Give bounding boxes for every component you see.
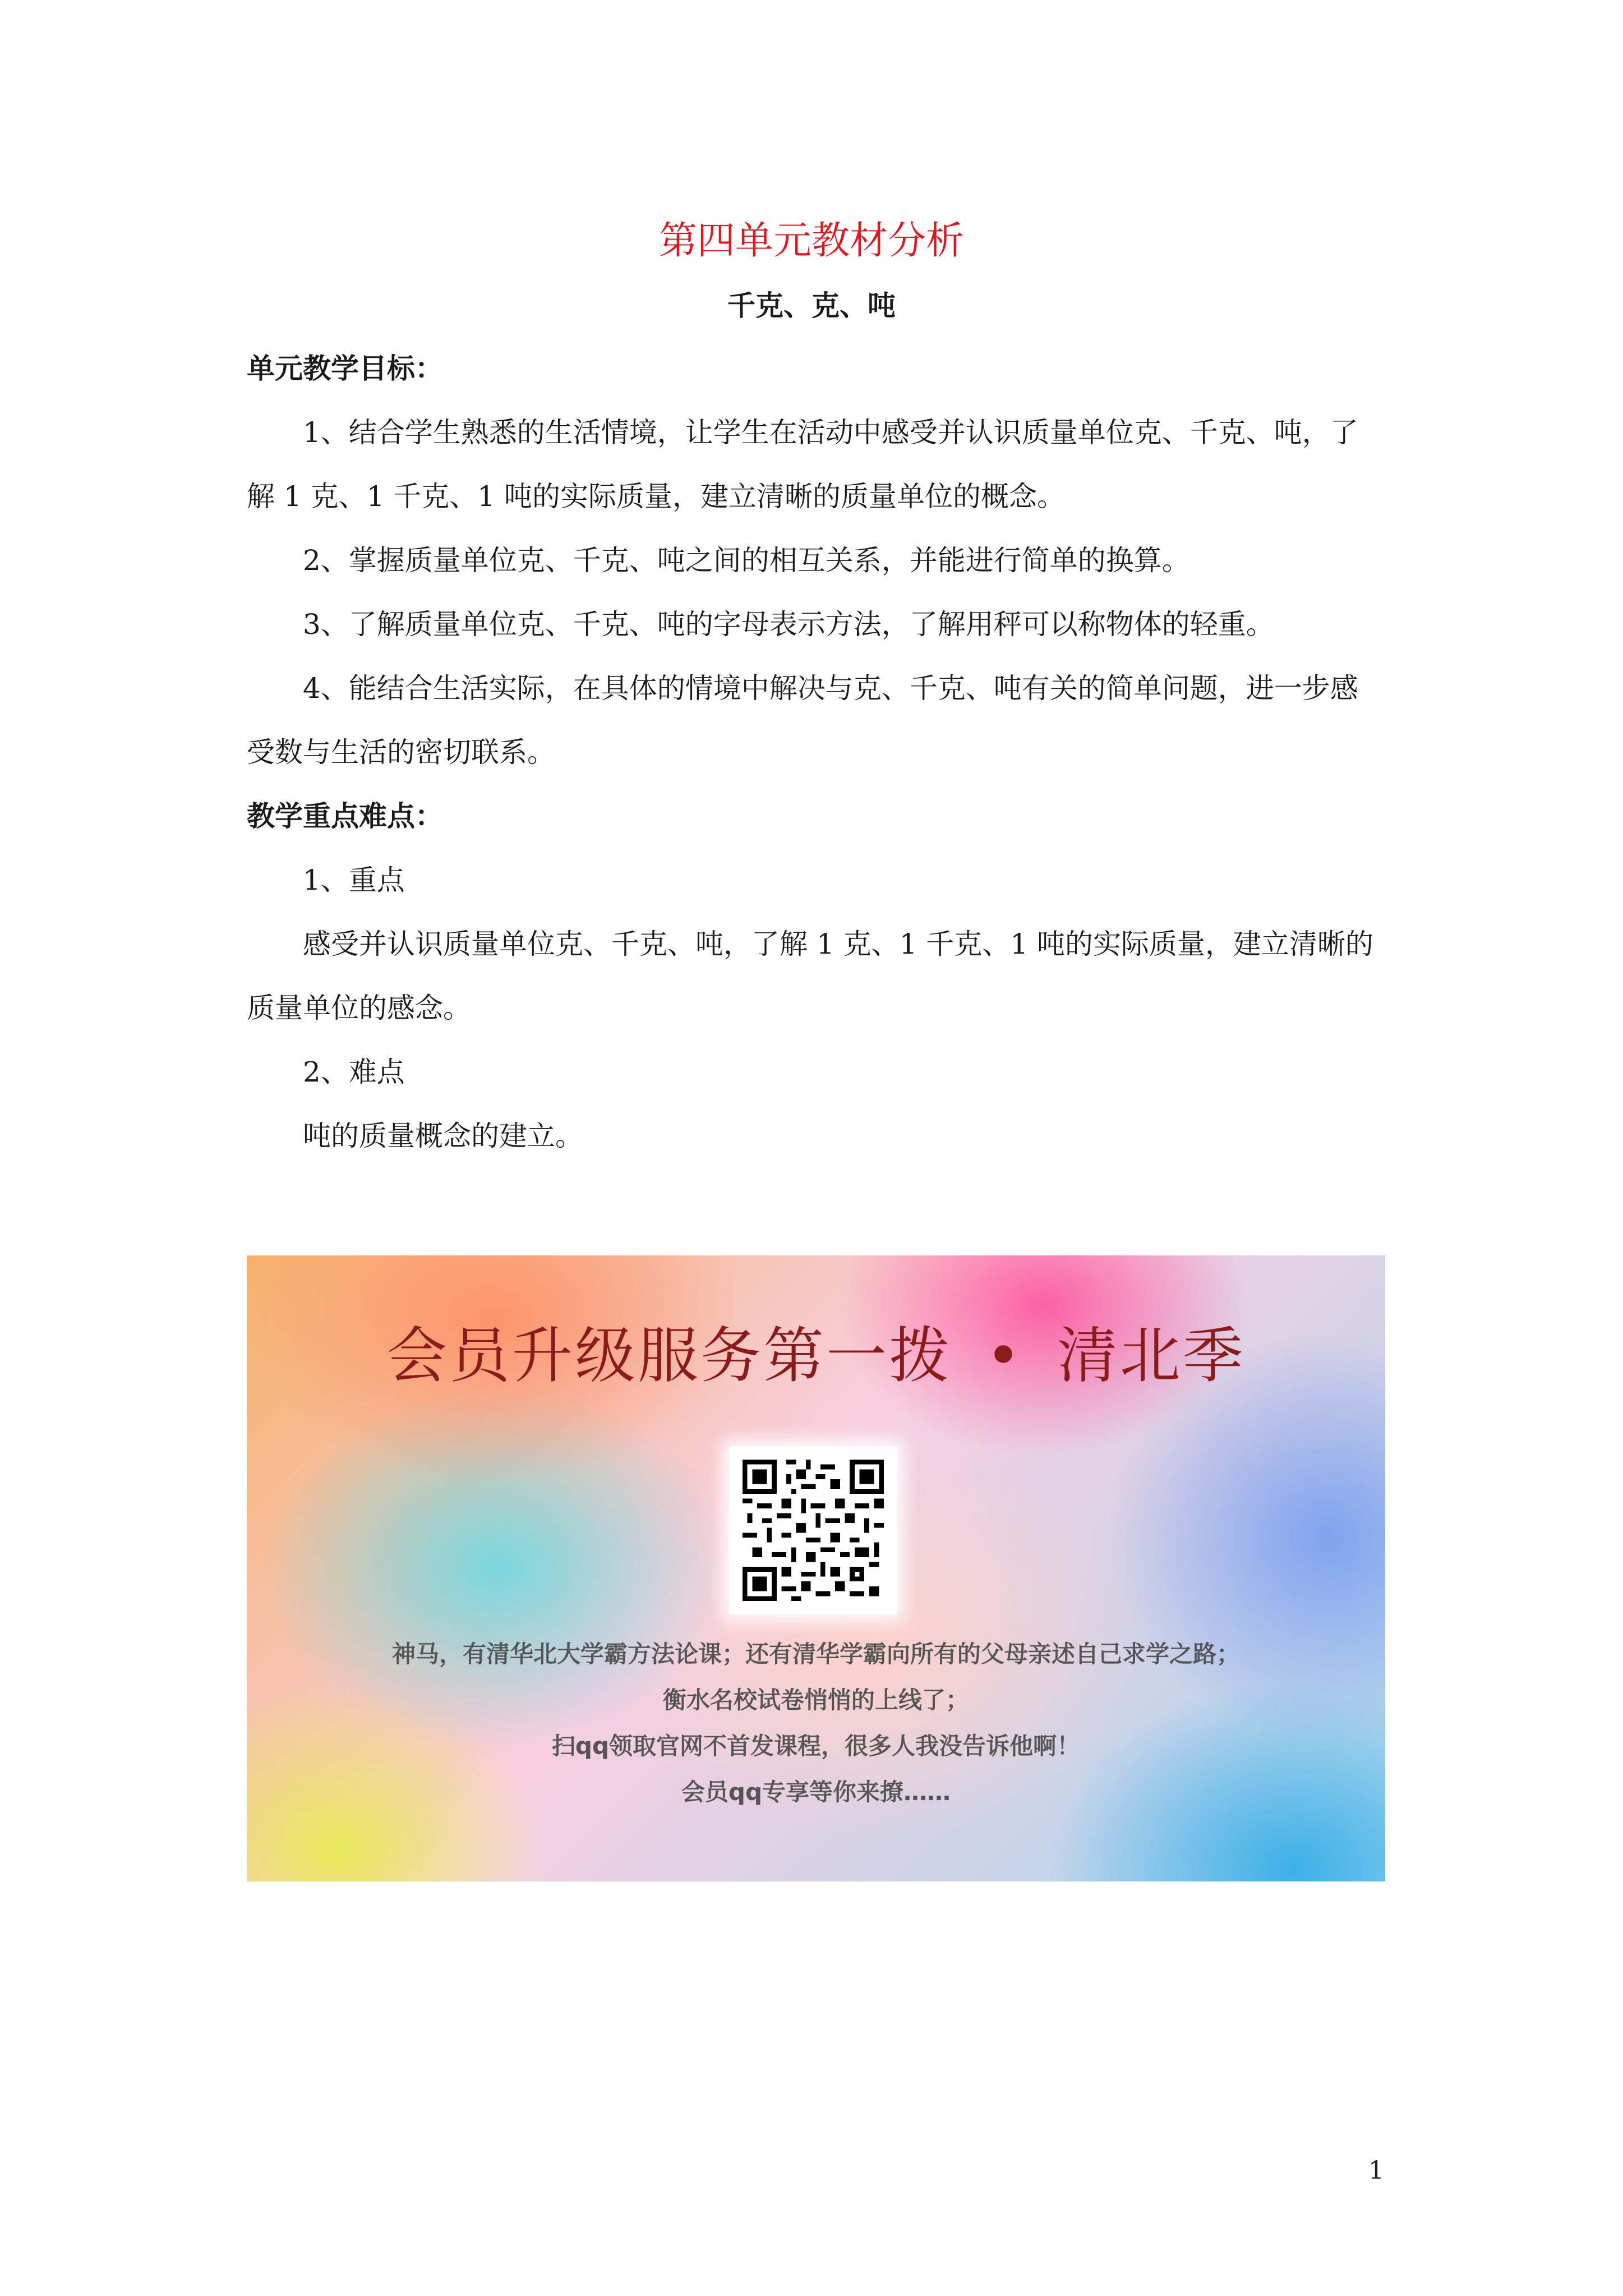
difficulty-text: 吨的质量概念的建立。 bbox=[303, 1120, 583, 1152]
document-subtitle: 千克、克、吨 bbox=[727, 289, 896, 322]
goal-item-1: 1、结合学生熟悉的生活情境，让学生在活动中感受并认识质量单位克、千克、吨，了解 1 克、1 千克、1 吨的实际质量，建立清晰的质量单位的概念。 bbox=[247, 416, 1358, 513]
document-title: 第四单元教材分析 bbox=[658, 219, 964, 263]
promo-banner[interactable] bbox=[247, 1255, 1385, 1881]
key-point-text: 感受并认识质量单位克、千克、吨，了解 1 克、1 千克、1 吨的实际质量，建立清晰的质量单位的感念。 bbox=[247, 928, 1374, 1024]
goal-item-3: 3、了解质量单位克、千克、吨的字母表示方法，了解用秤可以称物体的轻重。 bbox=[303, 608, 1274, 641]
banner-title-left: 会员升级服务第一拨 bbox=[386, 1321, 952, 1391]
banner-line: 衡水名校试卷悄悄的上线了； bbox=[662, 1686, 969, 1714]
qr-code[interactable] bbox=[729, 1446, 897, 1614]
banner-title bbox=[247, 1317, 1385, 1396]
key-point-label: 1、重点 bbox=[303, 864, 405, 896]
page-number: 1 bbox=[1368, 2156, 1384, 2185]
banner-line: 扫qq领取官网不首发课程，很多人我没告诉他啊！ bbox=[551, 1732, 1081, 1760]
banner-title-dot: • bbox=[985, 1321, 1023, 1391]
document-body bbox=[247, 337, 1385, 1168]
banner-text bbox=[247, 1631, 1385, 1815]
difficulty-label: 2、难点 bbox=[303, 1056, 405, 1088]
goal-item-2: 2、掌握质量单位克、千克、吨之间的相互关系，并能进行简单的换算。 bbox=[303, 544, 1190, 577]
banner-title-right: 清北季 bbox=[1057, 1321, 1246, 1391]
key-difficulty-heading: 教学重点难点： bbox=[247, 799, 443, 832]
banner-line: 会员qq专享等你来撩…… bbox=[681, 1778, 951, 1806]
qr-code-icon bbox=[743, 1460, 884, 1601]
goals-heading: 单元教学目标： bbox=[247, 352, 443, 385]
goal-item-4: 4、能结合生活实际，在具体的情境中解决与克、千克、吨有关的简单问题，进一步感受数与生活的密切联系。 bbox=[247, 672, 1358, 769]
banner-line: 神马，有清华北大学霸方法论课；还有清华学霸向所有的父母亲述自己求学之路； bbox=[391, 1640, 1240, 1668]
